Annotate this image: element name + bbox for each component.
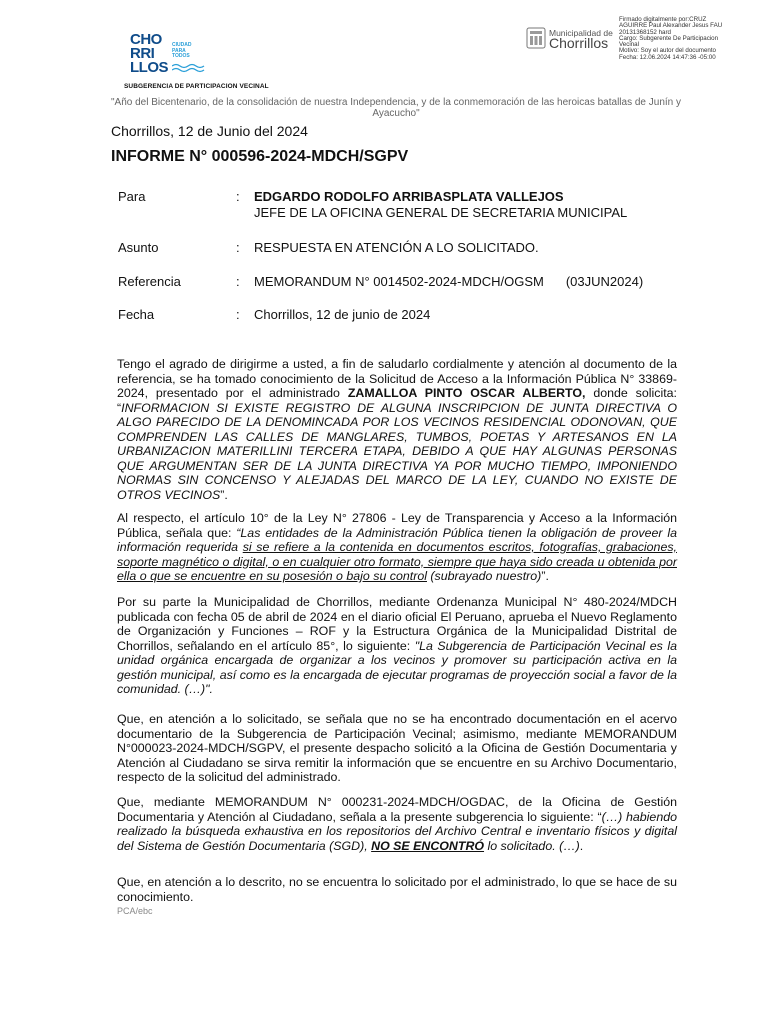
paragraph-4: Que, en atención a lo solicitado, se señala que no se ha encontrado documentación en el acervo documentario de la Subgerencia de Participación Vecinal; asimismo, mediante MEMORANDUM N°000023-2024-MDCH/SGPV, el presente despacho solicitó a la Oficina de Gestión Documentaria y Atención al Ciudadano se sirva remitir la información que se encuentre en su Archivo Documentario, respecto de la solicitud del administrado. [117,712,677,784]
paragraph-6: Que, en atención a lo descrito, no se encuentra lo solicitado por el administrado, lo que se hace de su conocimiento. [117,875,677,904]
logo-wordmark: CHO RRI LLOS [130,31,168,76]
municipality-logo [526,25,616,51]
page-title: INFORME N° 000596-2024-MDCH/SGPV [111,148,409,165]
author-initials: PCA/ebc [117,906,153,916]
paragraph-5: Que, mediante MEMORANDUM N° 000231-2024-MDCH/OGDAC, de la Oficina de Gestión Documentaria y Atención al Ciudadano, señala a la presente subgerencia lo siguiente: “(…) habiendo realizado la búsqueda exhaustiva en los repositorios del Archivo Central e inventario físicos y digital del Sistema de Gestión Documentaria (SGD), NO SE ENCONTRÓ lo solicitado. (…). [117,795,677,853]
waves-icon [172,63,206,73]
chorrillos-logo [130,33,210,79]
recipient-name: EDGARDO RODOLFO ARRIBASPLATA VALLEJOS [254,189,564,204]
municipality-name: Chorrillos [549,35,609,51]
municipality-small-text: Municipalidad de [549,28,613,38]
paragraph-2: Al respecto, el artículo 10° de la Ley N° 27806 - Ley de Transparencia y Acceso a la Información Pública, señala que: “Las entidades de la Administración Pública tienen la obligación de proveer la información requerida si se refiere a la contenida en documentos escritos, fotografías, grabaciones, soporte magnético o digital, o en cualquier otro formato, siempre que haya sido creada u obtenida por ella o que se encuentre en su posesión o bajo su control (subrayado nuestro)”. [117,511,678,583]
digital-signature: Firmado digitalmente por:CRUZ AGUIRRE Paul Alexander Jesus FAU 20131368152 hard Cargo: Subgerente De Participacion Vecinal Motivo: Soy el autor del documento Fecha: 12.06.2024 14:47:36 -05:00 [619,16,723,61]
year-motto: "Año del Bicentenario, de la consolidación de nuestra Independencia, y de la conmemoración de las heroicas batallas de Junín y Ayacucho" [110,97,682,119]
paragraph-3: Por su parte la Municipalidad de Chorrillos, mediante Ordenanza Municipal N° 480-2024/MDCH publicada con fecha 05 de abril de 2024 en el diario oficial El Peruano, aprueba el Nuevo Reglamento de Organización y Funciones – ROF y la Estructura Orgánica de la Municipalidad Distrital de Chorrillos, señalando en el artículo 85°, lo siguiente: "La Subgerencia de Participación Vecinal es la unidad orgánica encargada de organizar a los vecinos y promover su participación activa en la gestión municipal, así como es la encargada de ejecutar programas de proyección social a favor de la comunidad. (…)". [117,595,678,696]
logo-tagline: CIUDAD PARA TODOS [172,42,192,59]
subgerencia-label: SUBGERENCIA DE PARTICIPACION VECINAL [124,83,269,90]
paragraph-1: Tengo el agrado de dirigirme a usted, a fin de saludarlo cordialmente y atención al documento de la referencia, se ha tomado conocimiento de la Solicitud de Acceso a la Información Pública N° 33869-2024, presentado por el administrado ZAMALLOA PINTO OSCAR ALBERTO, donde solicita: “INFORMACION SI EXISTE REGISTRO DE ALGUNA INSCRIPCION DE JUNTA DIRECTIVA O ALGO PARECIDO DE LA DENOMINCADA POR LOS VECINOS RESIDENCIAL ODONOVAN, QUE COMPRENDEN LAS CALLES DE MANGLARES, TUMBOS, POETAS Y ARTESANOS EN LA URBANIZACION MATERILLINI TERCERA ETAPA, DEBIDO A QUE HAY ALGUNAS PERSONAS QUE ARGUMENTAN SER DE LA JUNTA DIRECTIVA YA POR MUCHO TIEMPO, IMPONIENDO NORMAS SIN CONCENSO Y ALEJADAS DEL MARCO DE LA LEY, CUANDO NO EXISTE DE OTROS VECINOS”. [117,357,677,502]
recipient-role: JEFE DE LA OFICINA GENERAL DE SECRETARIA MUNICIPAL [254,205,628,220]
date-line: Chorrillos, 12 de Junio del 2024 [111,123,308,139]
municipal-emblem-icon [526,27,546,49]
